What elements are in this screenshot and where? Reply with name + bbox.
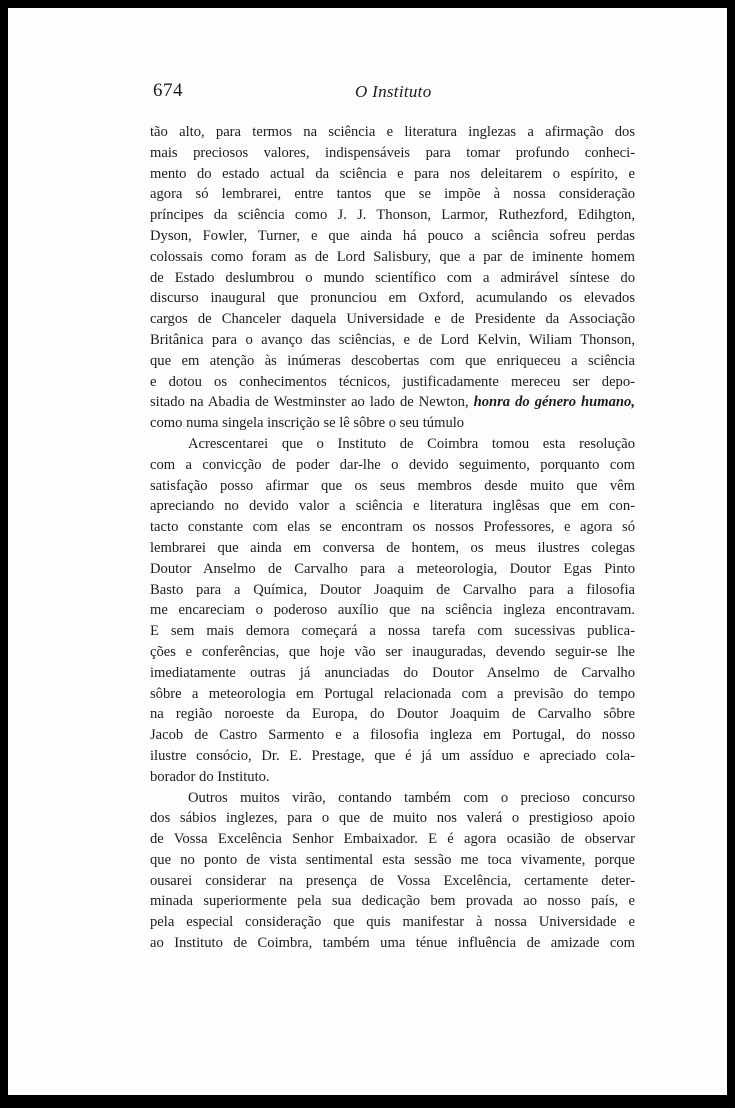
text-line: que em atenção às inúmeras descobertas com que enriqueceu a sciência bbox=[150, 352, 635, 369]
text-line: colossais como foram as de Lord Salisbury, que a par de iminente homem bbox=[150, 248, 635, 265]
paragraph-first-line: Outros muitos virão, contando também com o precioso concurso bbox=[188, 789, 635, 806]
text-line: pela especial consideração que quis manifestar à nossa Universidade e bbox=[150, 914, 635, 931]
text-line: de Estado deslumbrou o mundo scientífico com a admirável síntese do bbox=[150, 269, 635, 286]
text-line: Britânica para o avanço das sciências, e de Lord Kelvin, Wiliam Thonson, bbox=[150, 331, 635, 348]
paragraph-first-line: Acrescentarei que o Instituto de Coimbra tomou esta resolução bbox=[188, 435, 635, 452]
text-line: Dyson, Fowler, Turner, e que ainda há pouco a sciência sofreu perdas bbox=[150, 227, 635, 244]
text-line: mais preciosos valores, indispensáveis para tomar profundo conheci- bbox=[150, 144, 635, 161]
text-line: me encareciam o poderoso auxílio que na sciência ingleza encontravam. bbox=[150, 602, 635, 619]
text-line: satisfação posso afirmar que os seus membros desde muito que vêm bbox=[150, 477, 635, 494]
text-line: tacto constante com elas se encontram os nossos Professores, e agora só bbox=[150, 519, 635, 536]
text-line: lembrarei que ainda em conversa de hontem, os meus ilustres colegas bbox=[150, 539, 635, 556]
text-line: Doutor Anselmo de Carvalho para a meteorologia, Doutor Egas Pinto bbox=[150, 560, 635, 577]
text-line: agora só lembrarei, entre tantos que se impõe à nossa consideração bbox=[150, 186, 635, 203]
text-line: Basto para a Química, Doutor Joaquim de Carvalho para a filosofia bbox=[150, 581, 635, 598]
text-line: ousarei considerar na presença de Vossa Excelência, certamente deter- bbox=[150, 872, 635, 889]
text-line: com a convicção de poder dar-lhe o devido seguimento, porquanto com bbox=[150, 456, 635, 473]
text-segment: sitado na Abadia de Westminster ao lado de Newton, bbox=[150, 394, 469, 411]
text-line: príncipes da sciência como J. J. Thonson, Larmor, Ruthezford, Edihgton, bbox=[150, 207, 635, 224]
text-line: e dotou os conhecimentos técnicos, justificadamente mereceu ser depo- bbox=[150, 373, 635, 390]
italic-phrase: honra do género humano, bbox=[473, 394, 635, 411]
text-line: ilustre consócio, Dr. E. Prestage, que é já um assíduo e apreciado cola- bbox=[150, 747, 635, 764]
text-line: ao Instituto de Coimbra, também uma ténue influência de amizade com bbox=[150, 935, 635, 952]
page-number: 674 bbox=[153, 80, 183, 101]
text-line: na região noroeste da Europa, do Doutor Joaquim de Carvalho sôbre bbox=[150, 706, 635, 723]
text-line: dos sábios inglezes, para o que de muito nos valerá o prestigioso apoio bbox=[150, 810, 635, 827]
text-line: minada superiormente pela sua dedicação bem provada ao nosso país, e bbox=[150, 893, 635, 910]
text-line: cargos de Chanceler daquela Universidade e de Presidente da Associação bbox=[150, 311, 635, 328]
text-line bbox=[150, 392, 635, 413]
text-line: borador do Instituto. bbox=[150, 768, 270, 785]
text-line: tão alto, para termos na sciência e literatura inglezas a afirmação dos bbox=[150, 124, 635, 140]
body-text bbox=[150, 122, 635, 954]
page-header bbox=[153, 80, 633, 106]
text-line: como numa singela inscrição se lê sôbre o seu túmulo bbox=[150, 415, 465, 432]
text-line: mento do estado actual da sciência e para nos deleitarem o espírito, e bbox=[150, 165, 635, 182]
text-line: Jacob de Castro Sarmento e a filosofia ingleza em Portugal, do nosso bbox=[150, 727, 635, 744]
text-line: imediatamente outras já anunciadas do Doutor Anselmo de Carvalho bbox=[150, 664, 635, 681]
text-line: apreciando no devido valor a sciência e literatura inglêsas que em con- bbox=[150, 498, 635, 515]
text-line: que no ponto de vista sentimental esta sessão me toca vivamente, porque bbox=[150, 851, 635, 868]
text-line: discurso inaugural que pronunciou em Oxford, acumulando os elevados bbox=[150, 290, 635, 307]
text-line: de Vossa Excelência Senhor Embaixador. E é agora ocasião de observar bbox=[150, 831, 635, 848]
running-title: O Instituto bbox=[355, 82, 432, 101]
text-line: ções e conferências, que hoje vão ser inauguradas, devendo seguir-se lhe bbox=[150, 643, 635, 660]
text-line: E sem mais demora começará a nossa tarefa com sucessivas publica- bbox=[150, 623, 635, 640]
document-page bbox=[8, 8, 727, 1095]
text-line: sôbre a meteorologia em Portugal relacionada com a previsão do tempo bbox=[150, 685, 635, 702]
